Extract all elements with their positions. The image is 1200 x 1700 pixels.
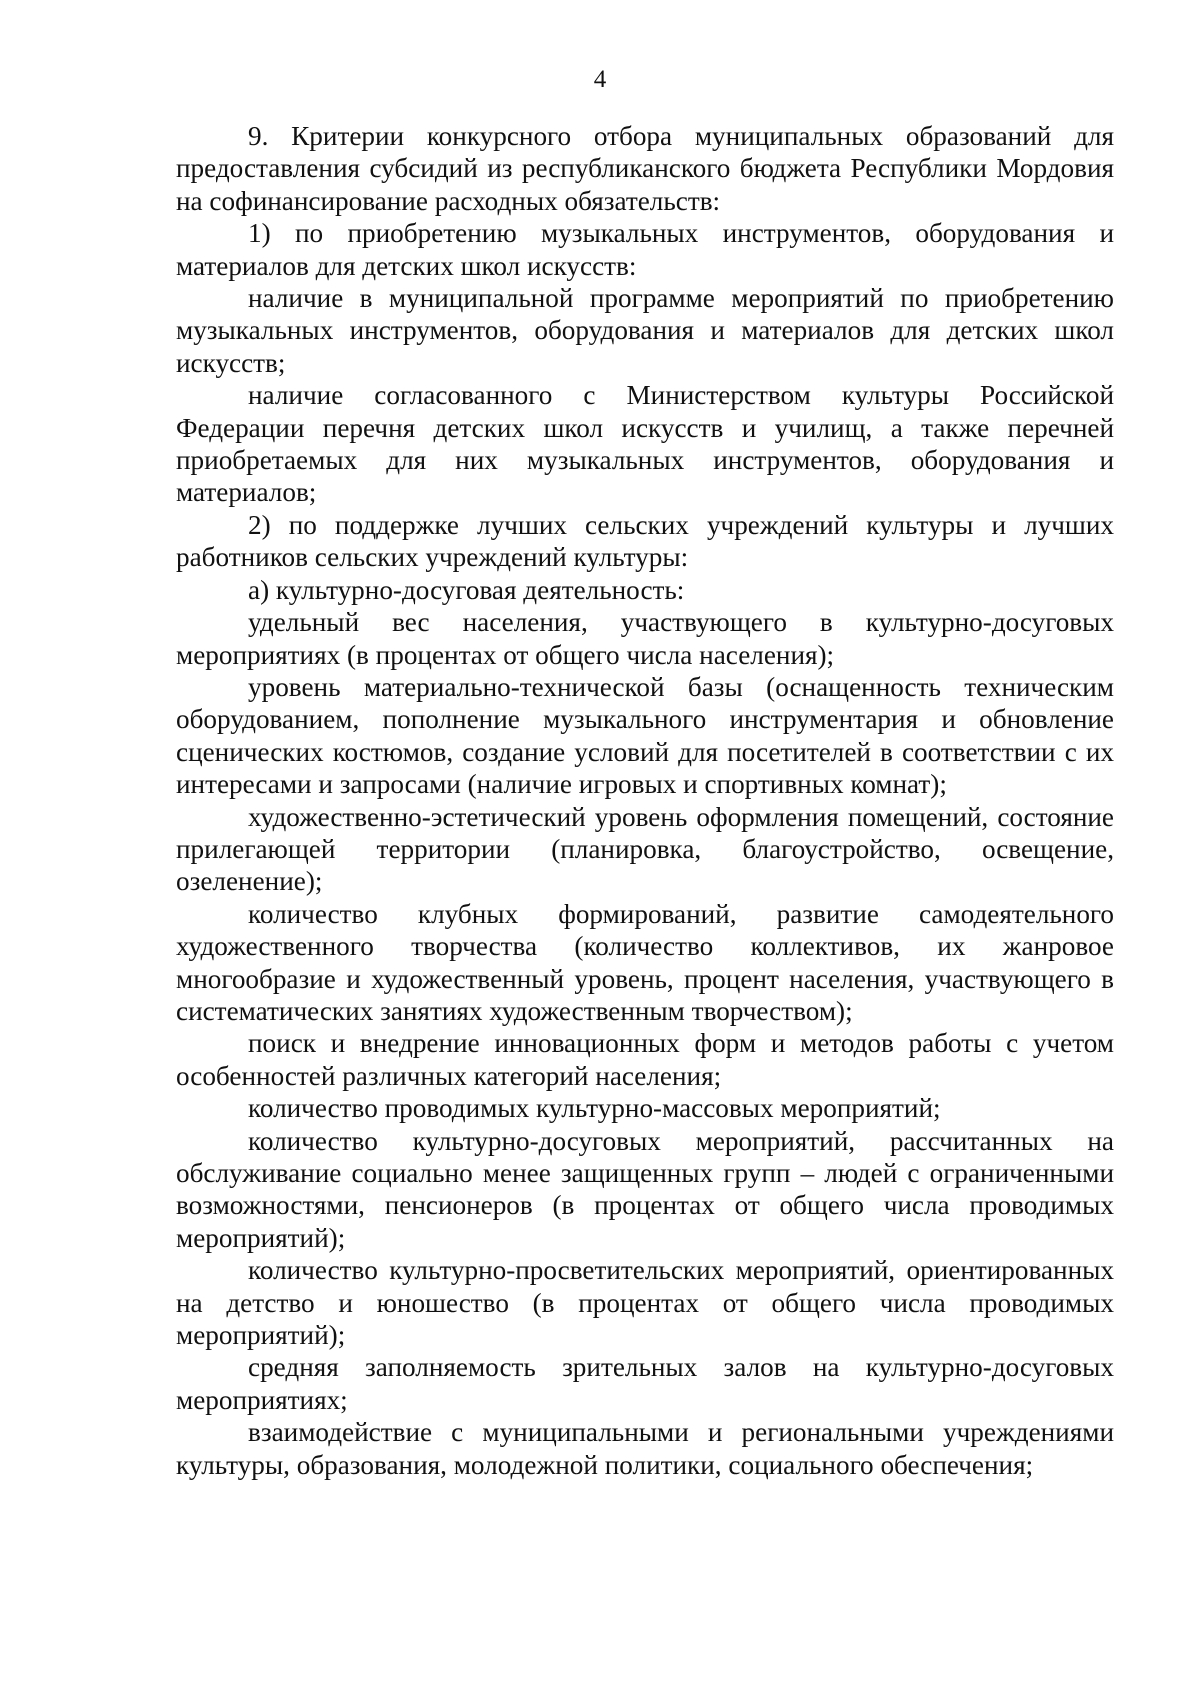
paragraph: наличие в муниципальной программе мероприятий по приобретению музыкальных инструментов, оборудования и материалов для детских школ искусств;	[176, 283, 1114, 378]
paragraph: количество культурно-досуговых мероприятий, рассчитанных на обслуживание социально менее защищенных групп – людей с ограниченными возможностями, пенсионеров (в процентах от общего числа проводимых мероприятий);	[176, 1125, 1114, 1253]
paragraph: 1) по приобретению музыкальных инструментов, оборудования и материалов для детских школ искусств:	[176, 218, 1114, 281]
paragraph: художественно-эстетический уровень оформления помещений, состояние прилегающей территории (планировка, благоустройство, освещение, озеленение);	[176, 801, 1114, 897]
paragraph: поиск и внедрение инновационных форм и методов работы с учетом особенностей различных категорий населения;	[176, 1028, 1114, 1091]
paragraph: средняя заполняемость зрительных залов на культурно-досуговых мероприятиях;	[176, 1352, 1114, 1415]
paragraph: удельный вес населения, участвующего в культурно-досуговых мероприятиях (в процентах от общего числа населения);	[176, 607, 1114, 670]
paragraph: взаимодействие с муниципальными и региональными учреждениями культуры, образования, молодежной политики, социального обеспечения;	[176, 1417, 1114, 1480]
paragraph: количество культурно-просветительских мероприятий, ориентированных на детство и юношество (в процентах от общего числа проводимых мероприятий);	[176, 1255, 1114, 1351]
paragraph: 2) по поддержке лучших сельских учреждений культуры и лучших работников сельских учреждений культуры:	[176, 509, 1114, 573]
page-number: 4	[593, 66, 607, 93]
paragraph: наличие согласованного с Министерством культуры Российской Федерации перечня детских школ искусств и училищ, а также перечней приобретаемых для них музыкальных инструментов, оборудования и материалов;	[176, 380, 1114, 508]
paragraph: количество проводимых культурно-массовых мероприятий;	[248, 1093, 941, 1124]
paragraph: количество клубных формирований, развитие самодеятельного художественного творчества (количество коллективов, их жанровое многообразие и художественный уровень, процент населения, участвующего в систематических занятиях художественным творчеством);	[176, 898, 1114, 1026]
paragraph: 9. Критерии конкурсного отбора муниципальных образований для предоставления субсидий из республиканского бюджета Республики Мордовия на софинансирование расходных обязательств:	[176, 121, 1114, 216]
paragraph: уровень материально-технической базы (оснащенность техническим оборудованием, пополнение музыкального инструментария и обновление сценических костюмов, создание условий для посетителей в соответствии с их интересами и запросами (наличие игровых и спортивных комнат);	[176, 671, 1114, 800]
paragraph: а) культурно-досуговая деятельность:	[248, 574, 685, 605]
document-body	[176, 120, 1114, 1481]
